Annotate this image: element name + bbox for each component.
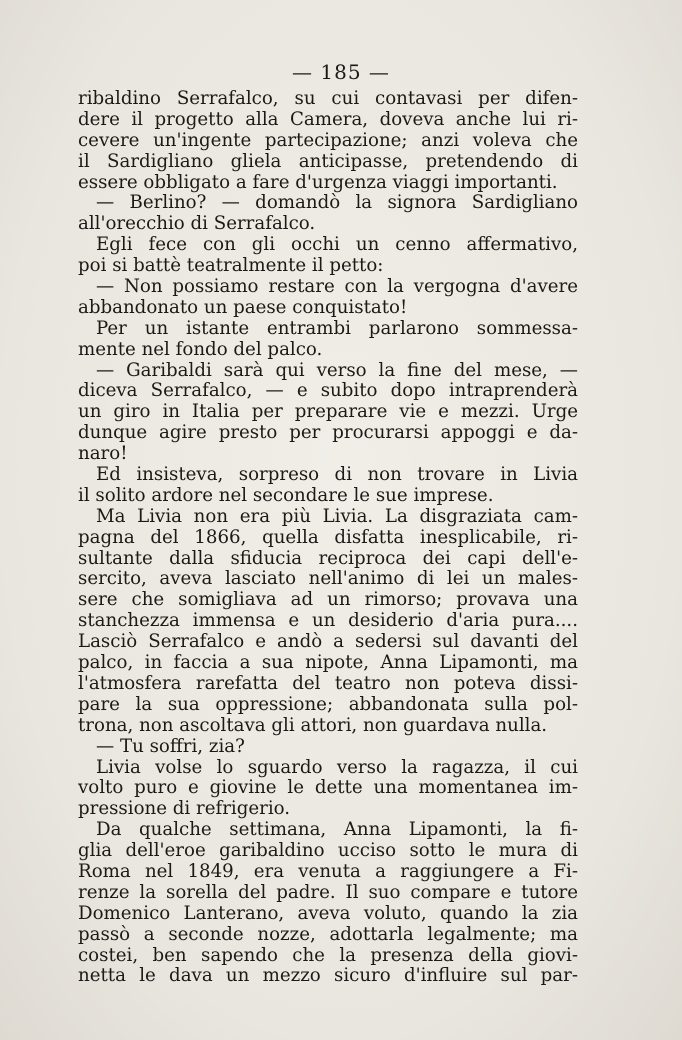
text-line: Ed insisteva, sorpreso di non trovare in Livia	[96, 465, 578, 486]
text-line: — Garibaldi sarà qui verso la fine del mese, —	[96, 360, 578, 381]
text-line: passò a seconde nozze, adottarla legalmente; ma	[78, 924, 578, 945]
text-line: l'atmosfera rarefatta del teatro non poteva dissi-	[78, 673, 578, 694]
text-line: Da qualche settimana, Anna Lipamonti, la fi-	[96, 820, 578, 841]
text-line: essere obbligato a fare d'urgenza viaggi importanti.	[78, 172, 558, 193]
text-line: pagna del 1866, quella disfatta inesplicabile, ri-	[78, 527, 578, 548]
text-line: stanchezza immensa e un desiderio d'aria pura....	[78, 611, 578, 632]
text-line: sercito, aveva lasciato nell'animo di lei un males-	[78, 569, 578, 590]
text-line: pressione di refrigerio.	[78, 799, 291, 820]
text-line: cevere un'ingente partecipazione; anzi voleva che	[78, 130, 578, 151]
text-line: costei, ben sapendo che la presenza della giovi-	[78, 945, 578, 966]
text-line: — Tu soffri, zia?	[96, 736, 245, 757]
text-line: palco, in faccia a sua nipote, Anna Lipamonti, ma	[78, 653, 578, 674]
text-line: all'orecchio di Serrafalco.	[78, 214, 316, 235]
text-line: abbandonato un paese conquistato!	[78, 297, 408, 318]
text-line: — Berlino? — domandò la signora Sardigliano	[96, 193, 578, 214]
text-line: mente nel fondo del palco.	[78, 339, 323, 360]
text-line: renze la sorella del padre. Il suo compare e tutore	[78, 882, 578, 903]
text-line: Livia volse lo sguardo verso la ragazza, il cui	[96, 757, 578, 778]
text-line: glia dell'eroe garibaldino ucciso sotto le mura di	[78, 841, 578, 862]
text-line: Ma Livia non era più Livia. La disgraziata cam-	[96, 506, 578, 527]
text-line: Per un istante entrambi parlarono sommessa-	[96, 318, 578, 339]
text-line: poi si battè teatralmente il petto:	[78, 256, 384, 277]
text-line: sultante dalla sfiducia reciproca dei capi dell'e-	[78, 548, 578, 569]
text-line: — Non possiamo restare con la vergogna d'avere	[96, 277, 578, 298]
text-line: un giro in Italia per preparare vie e mezzi. Urge	[78, 402, 578, 423]
text-line: il solito ardore nel secondare le sue imprese.	[78, 485, 494, 506]
text-line: il Sardigliano gliela anticipasse, pretendendo di	[78, 151, 578, 172]
body-text	[78, 89, 578, 987]
text-line: sere che somigliava ad un rimorso; provava una	[78, 590, 578, 611]
text-line: trona, non ascoltava gli attori, non guardava nulla.	[78, 715, 548, 736]
text-line: diceva Serrafalco, — e subito dopo intraprenderà	[78, 381, 578, 402]
text-line: pare la sua oppressione; abbandonata sulla pol-	[78, 694, 578, 715]
text-line: ribaldino Serrafalco, su cui contavasi per difen-	[78, 89, 578, 109]
text-line: naro!	[78, 444, 128, 465]
text-line: Lasciò Serrafalco e andò a sedersi sul davanti del	[78, 632, 578, 653]
page-number: — 185 —	[292, 60, 390, 84]
text-line: Roma nel 1849, era venuta a raggiungere a Fi-	[78, 861, 578, 882]
text-line: netta le dava un mezzo sicuro d'influire sul par-	[78, 966, 578, 987]
text-line: dunque agire presto per procurarsi appoggi e da-	[78, 423, 578, 444]
text-line: Domenico Lanterano, aveva voluto, quando la zia	[78, 903, 578, 924]
text-line: dere il progetto alla Camera, doveva anche lui ri-	[78, 109, 578, 130]
text-line: volto puro e giovine le dette una momentanea im-	[78, 778, 578, 799]
text-line: Egli fece con gli occhi un cenno affermativo,	[96, 235, 578, 256]
